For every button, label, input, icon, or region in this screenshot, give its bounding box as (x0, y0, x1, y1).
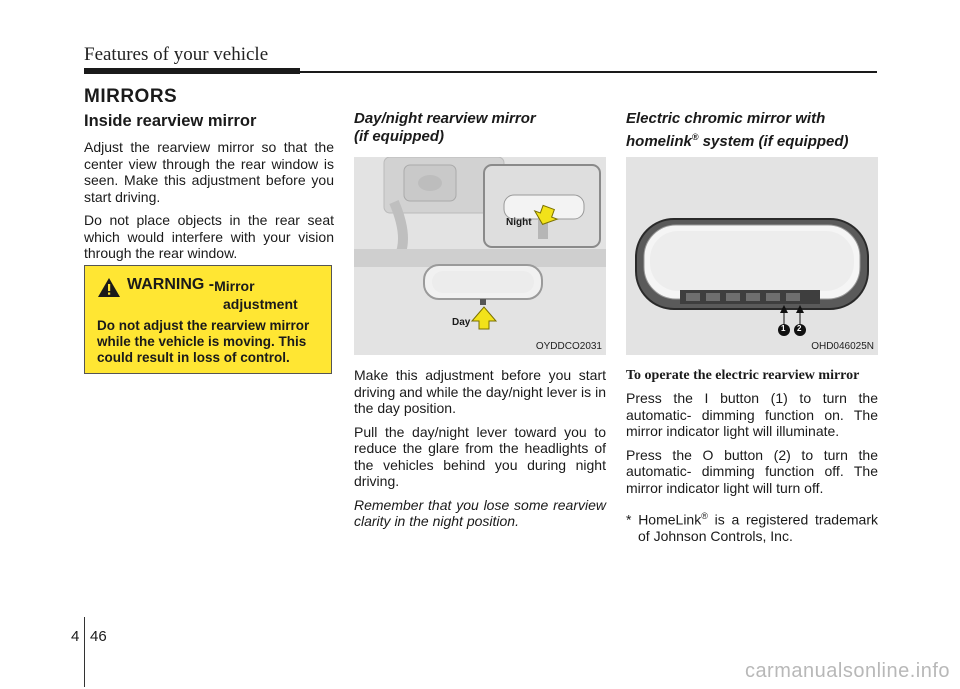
paragraph-clarity-note: Remember that you lose some rearview clarity in the night position. (354, 496, 606, 529)
callout-2: 2 (797, 324, 802, 333)
heading-day-night-line1: Day/night rearview mirror (354, 110, 536, 127)
warning-triangle-icon (97, 277, 121, 298)
note-trademark: is a registered trademark of Johnson Controls, Inc. (638, 511, 878, 545)
heading-electric-line2 (626, 128, 878, 151)
paragraph-objects: Do not place objects in the rear seat which would interfere with your vision through the rear window. (84, 212, 334, 261)
warning-subject-line1: Mirror (214, 278, 255, 294)
image-code-electric: OHD046025N (811, 341, 874, 352)
day-night-mirror-drawing (354, 157, 606, 355)
column-day-night-text (354, 367, 606, 537)
paragraph-night-glare: Pull the day/night lever toward you to reduce the glare from the headlights of the vehicles behind you during night driving. (354, 423, 606, 489)
homelink-trademark-note (626, 508, 878, 545)
header-rule-thick (84, 68, 300, 74)
watermark: carmanualsonline.info (744, 660, 950, 682)
subheading-operate: To operate the electric rearview mirror (626, 368, 860, 383)
warning-header (97, 276, 319, 298)
column-day-night-mirror (354, 110, 606, 146)
paragraph-i-button: Press the I button (1) to turn the automatic- dimming function on. The mirror indicator light will illuminate. (626, 390, 878, 439)
heading-homelink: homelink (626, 133, 692, 150)
column-electric-chromic (626, 110, 878, 151)
electric-mirror-drawing (626, 157, 878, 355)
registered-mark: ® (691, 132, 699, 142)
heading-inside-rearview-mirror: Inside rearview mirror (84, 112, 257, 130)
paragraph-o-button: Press the O button (2) to turn the automatic- dimming function off. The mirror indicator light will turn off. (626, 446, 878, 496)
heading-electric-line1: Electric chromic mirror with (626, 110, 826, 127)
footer-divider (84, 617, 85, 687)
note-registered-mark: ® (701, 511, 708, 521)
warning-box (84, 265, 332, 374)
label-day: Day (452, 317, 471, 328)
column-electric-text (626, 368, 878, 552)
page-header-title: Features of your vehicle (84, 44, 269, 65)
note-homelink: * HomeLink (626, 511, 702, 528)
warning-subject-line2: adjustment (223, 296, 298, 312)
heading-day-night-line2: (if equipped) (354, 128, 444, 145)
paragraph-day-position: Make this adjustment before you start driving and while the day/night lever is in the day position. (354, 367, 606, 416)
warning-text: Do not adjust the rearview mirror while the vehicle is moving. This could result in loss of control. (97, 318, 310, 365)
section-title: MIRRORS (84, 86, 178, 107)
column-inside-mirror (84, 110, 334, 269)
illustration-electric-mirror (626, 157, 878, 355)
callout-1: 1 (781, 324, 786, 333)
image-code-day-night: OYDDCO2031 (535, 341, 602, 352)
page-number: 46 (90, 628, 107, 645)
paragraph-adjust: Adjust the rearview mirror so that the center view through the rear window is seen. Make this adjustment before you start driving. (84, 139, 334, 205)
chapter-number: 4 (71, 628, 80, 645)
header-rule-thin (300, 71, 877, 73)
illustration-day-night-mirror (354, 157, 606, 355)
label-night: Night (506, 217, 532, 228)
heading-system: system (if equipped) (698, 133, 849, 150)
warning-label: WARNING - (127, 276, 215, 293)
